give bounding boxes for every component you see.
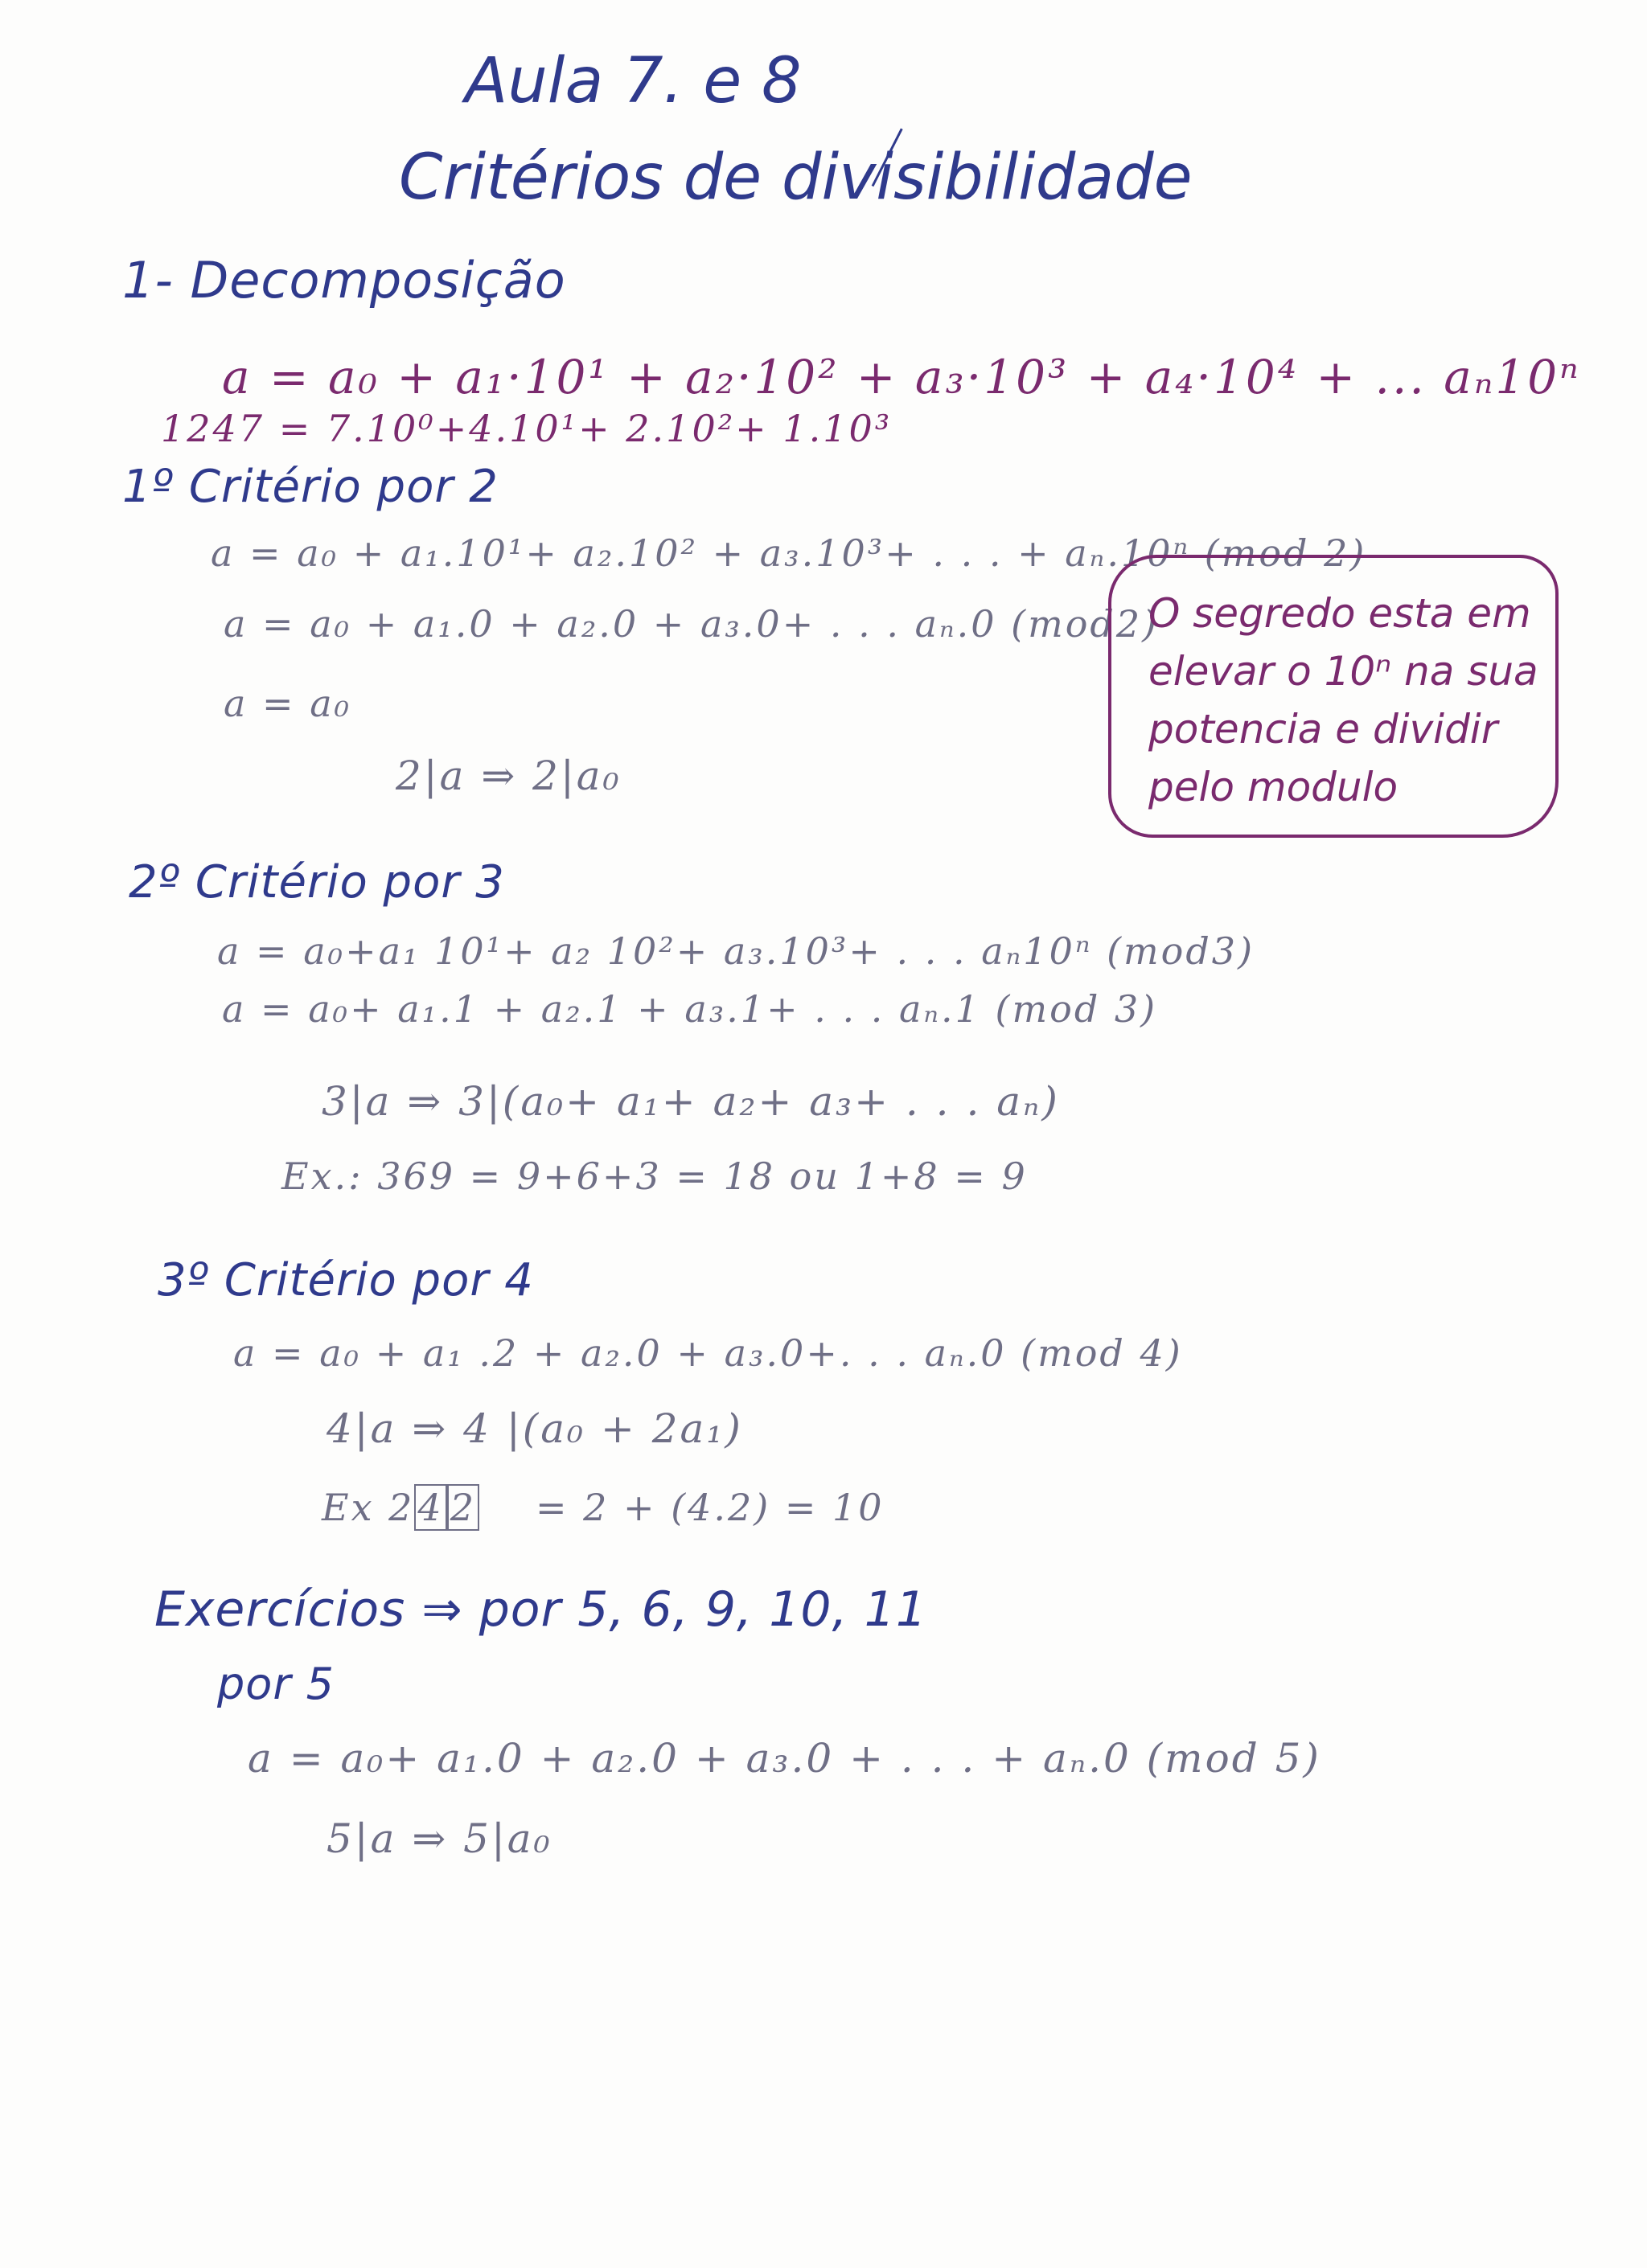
exercises-heading: Exercícios ⇒ por 5, 6, 9, 10, 11 xyxy=(154,1581,928,1638)
decomposition-example: 1247 = 7.10⁰+4.10¹+ 2.10²+ 1.10³ xyxy=(161,407,893,450)
criterion2-line3: a = a₀ xyxy=(224,682,352,725)
exercises-line1: a = a₀+ a₁.0 + a₂.0 + a₃.0 + . . . + aₙ.0 (mod 5) xyxy=(248,1735,1321,1782)
criterion2-line2: a = a₀ + a₁.0 + a₂.0 + a₃.0+ . . . aₙ.0 (mod2) xyxy=(224,602,1160,646)
criterion4-boxed-digit-1: 4 xyxy=(414,1484,446,1531)
criterion4-example-rest: = 2 + (4.2) = 10 xyxy=(535,1486,885,1529)
criterion2-heading: 1º Critério por 2 xyxy=(122,461,499,513)
criterion4-boxed-digit-2: 2 xyxy=(447,1484,479,1531)
note-line4: pelo modulo xyxy=(1148,764,1399,810)
note-line3: potencia e dividir xyxy=(1148,706,1498,753)
criterion3-line1: a = a₀+a₁ 10¹+ a₂ 10²+ a₃.10³+ . . . aₙ10ⁿ (mod3) xyxy=(217,929,1255,973)
criterion3-line3: 3|a ⇒ 3|(a₀+ a₁+ a₂+ a₃+ . . . aₙ) xyxy=(322,1078,1060,1125)
note-line1: O segredo esta em xyxy=(1148,590,1531,637)
criterion4-line1: a = a₀ + a₁ .2 + a₂.0 + a₃.0+. . . aₙ.0 (mod 4) xyxy=(233,1331,1183,1375)
decomposition-formula: a = a₀ + a₁·10¹ + a₂·10² + a₃·10³ + a₄·10⁴ + ... aₙ10ⁿ xyxy=(222,350,1581,404)
criterion3-example: Ex.: 369 = 9+6+3 = 18 ou 1+8 = 9 xyxy=(281,1155,1028,1198)
criterion4-example-prefix: Ex 2 xyxy=(322,1486,415,1529)
page-title-line1: Aula 7. e 8 xyxy=(465,45,802,117)
note-box xyxy=(1108,555,1559,838)
criterion4-example xyxy=(322,1486,885,1529)
section1-heading: 1- Decomposição xyxy=(122,251,566,310)
exercises-sub-heading: por 5 xyxy=(217,1659,335,1709)
criterion2-line4: 2|a ⇒ 2|a₀ xyxy=(396,753,622,799)
criterion4-heading: 3º Critério por 4 xyxy=(158,1254,534,1306)
note-line2: elevar o 10ⁿ na sua xyxy=(1148,648,1538,695)
criterion4-line2: 4|a ⇒ 4 |(a₀ + 2a₁) xyxy=(327,1405,743,1452)
criterion2-line1: a = a₀ + a₁.10¹+ a₂.10² + a₃.10³+ . . . + aₙ.10ⁿ (mod 2) xyxy=(211,531,1367,575)
page-title-line2: Critérios de divisibilidade xyxy=(399,141,1193,214)
criterion3-heading: 2º Critério por 3 xyxy=(129,856,505,908)
exercises-line2: 5|a ⇒ 5|a₀ xyxy=(327,1815,552,1862)
criterion3-line2: a = a₀+ a₁.1 + a₂.1 + a₃.1+ . . . aₙ.1 (mod 3) xyxy=(222,987,1158,1031)
